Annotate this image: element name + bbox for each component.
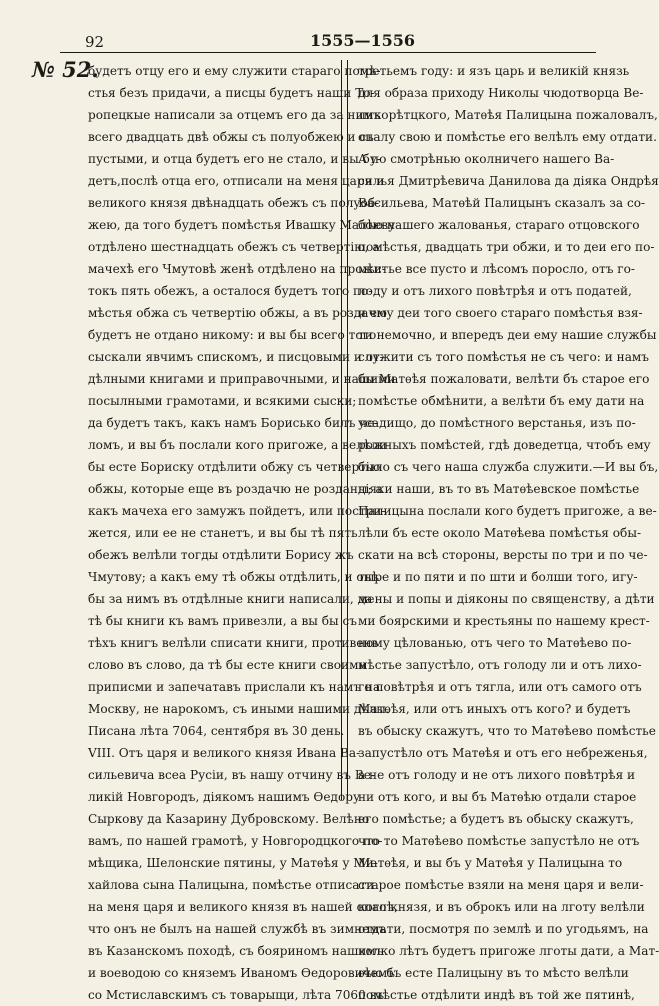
text-line: ному цѣлованью, отъ чего то Матѳѣево по- <box>358 636 632 650</box>
text-line: усадищо, до помѣстного верстанья, изъ по- <box>358 416 636 430</box>
text-line: что онъ не былъ на нашей службѣ въ зимнемъ <box>88 922 387 936</box>
text-line: великого князя двѣнадцать обежъ съ полуоб- <box>88 196 380 210</box>
text-line: помѣстье обмѣнити, а велѣти бъ ему дати на <box>358 394 645 408</box>
text-line: ломъ, и вы бъ послали кого пригоже, а велѣли <box>88 438 387 452</box>
text-line: ни отъ кого, и вы бъ Матѳѣю отдали старое <box>358 790 637 804</box>
text-line: силья Дмитрѣевича Данилова да діяка Ондрѣя <box>358 174 659 188</box>
text-line: кого князя, и въ оброкъ или на лготу велѣли <box>358 900 645 914</box>
text-line: токъ пять обежъ, а осталося будетъ того по- <box>88 284 373 298</box>
text-line: отдѣлено шестнадцать обежъ съ четвертію, а <box>88 240 380 254</box>
text-line: третьемъ году: и язъ царь и великій князь <box>358 64 630 78</box>
text-line: тѣхъ книгъ велѣли списати книги, противень <box>88 636 379 650</box>
text-line: со Мстиславскимъ съ товарыщи, лѣта 7060 въ <box>88 988 385 1002</box>
text-line: отдати, посмотря по землѣ и по угодьямъ, на <box>358 922 649 936</box>
text-line: хайлова сына Палицына, помѣстье отписати <box>88 878 375 892</box>
header-rule <box>60 52 596 53</box>
text-line: мѣстье все пусто и лѣсомъ поросло, отъ го- <box>358 262 635 276</box>
text-line: Матѳѣя, и вы бъ у Матѳѣя у Палицына то <box>358 856 623 870</box>
text-line: мѣщика, Шелонские пятины, у Матѳѣя у Ми- <box>88 856 378 870</box>
text-line: ликій Новгородъ, діякомъ нашимъ Ѳедору <box>88 790 361 804</box>
text-line: въ Казанскомъ походѣ, съ бояриномъ нашимъ <box>88 944 384 958</box>
text-line: обежъ велѣли тогды отдѣлити Борису жъ <box>88 548 354 562</box>
text-line: для образа приходу Николы чюдотворца Ве- <box>358 86 644 100</box>
text-line: лоду и отъ лихого повѣтрѣя и отъ податей, <box>358 284 632 298</box>
text-line: всего двадцать двѣ обжы съ полуобжею и съ <box>88 130 374 144</box>
text-line: Палицына послали кого будетъ пригоже, а ве- <box>358 504 657 518</box>
text-line: Сыркову да Казарину Дубровскому. Велѣно <box>88 812 370 826</box>
text-line: жется, или ее не станетъ, и вы бы тѣ пять <box>88 526 358 540</box>
text-line: го повѣтрѣя и отъ тягла, или отъ самого отъ <box>358 680 642 694</box>
page-number: 92 <box>85 33 105 51</box>
text-line: ти немочно, и впередъ деи ему нашие службы <box>358 328 657 342</box>
text-line: приписми и запечатавъ прислали къ намъ на <box>88 680 381 694</box>
text-line: ѳѣю бъ есте Палицыну въ то мѣсто велѣли <box>358 966 629 980</box>
text-line: ликорѣтцкого, Матѳѣя Палицына пожаловалъ, <box>358 108 658 122</box>
text-line: посылными грамотами, и всякими сыски; <box>88 394 357 408</box>
text-line: Москву, не нарокомъ, съ иными нашими дѣлы. <box>88 702 390 716</box>
text-line: будетъ отцу его и ему служити стараго помѣ- <box>88 64 381 78</box>
text-line: мѣстье запустѣло, отъ голоду ли и отъ лихо- <box>358 658 642 672</box>
text-line: лѣли бъ есте около Матѳѣева помѣстья обы- <box>358 526 642 540</box>
text-line: и воеводою со княземъ Иваномъ Ѳедоровичемъ <box>88 966 395 980</box>
text-line: какъ мачеха его замужъ пойдетъ, или постри- <box>88 504 386 518</box>
column-divider <box>341 60 348 800</box>
text-line: колко лѣтъ будетъ пригоже лготы дати, а Мат- <box>358 944 659 958</box>
text-line: Писана лѣта 7064, сентября въ 30 день. <box>88 724 345 738</box>
text-line: жею, да того будетъ помѣстья Ивашку Малѣеву <box>88 218 396 232</box>
text-line: Матѳѣя, или отъ иныхъ отъ кого? и будетъ <box>358 702 631 716</box>
text-line: слово въ слово, да тѣ бы есте книги своими <box>88 658 367 672</box>
text-line: Чмутову; а какъ ему тѣ обжы отдѣлить, и онѣ <box>88 570 380 584</box>
text-line: да будетъ такъ, какъ намъ Борисько билъ че- <box>88 416 379 430</box>
text-line: бы за нимъ въ отдѣлные книги написали, да <box>88 592 373 606</box>
text-line: пустыми, и отца будетъ его не стало, и вы бу- <box>88 152 382 166</box>
document-number: № 52. <box>32 57 99 82</box>
text-line: въ обыску скажутъ, что то Матѳѣево помѣстье <box>358 724 656 738</box>
text-line: сыскали явчимъ спискомъ, и писцовыми и от- <box>88 350 384 364</box>
text-line: бою нашего жалованья, стараго отцовского <box>358 218 640 232</box>
text-line: служити съ того помѣстья не съ чего: и намъ <box>358 350 649 364</box>
text-line: мѣстья обжа съ четвертію обжы, а въ роздачю <box>88 306 387 320</box>
text-line: будетъ не отдано никому: и вы бы всего того <box>88 328 377 342</box>
text-line: старое помѣстье взяли на меня царя и вели- <box>358 878 644 892</box>
text-line: вамъ, по нашей грамотѣ, у Новгородцкого по- <box>88 834 383 848</box>
right-column <box>358 60 659 1006</box>
text-line: діяки наши, въ то въ Матѳѣевское помѣстье <box>358 482 640 496</box>
text-line: сильевича всеа Русіи, въ нашу отчину въ Ве- <box>88 768 375 782</box>
year-range: 1555—1556 <box>310 31 416 50</box>
text-line: стья безъ придачи, а писцы будетъ наши То- <box>88 86 375 100</box>
text-line: помѣстье отдѣлити индѣ въ той же пятинѣ, <box>358 988 635 1002</box>
left-column <box>88 60 398 1006</box>
text-line: рожныхъ помѣстей, гдѣ доведетца, чтобъ ему <box>358 438 651 452</box>
text-line: помѣстья, двадцать три обжи, и то деи его по- <box>358 240 655 254</box>
text-line: тѣ бы книги къ вамъ привезли, а вы бы съ <box>88 614 357 628</box>
text-line: А по смотрѣнью околничего нашего Ва- <box>358 152 615 166</box>
text-line: мачехѣ его Чмутовѣ женѣ отдѣлено на прожи- <box>88 262 386 276</box>
text-line: обжы, которые еще въ роздачю не розданы; а <box>88 482 383 496</box>
text-line: его помѣстье; а будетъ въ обыску скажутъ, <box>358 812 634 826</box>
text-line: а не отъ голоду и не отъ лихого повѣтрѣя и <box>358 768 636 782</box>
text-line: ропецкые написали за отцемъ его да за нимъ <box>88 108 381 122</box>
text-line: и ему деи того своего стараго помѣстья взя- <box>358 306 643 320</box>
text-line: тыре и по пяти и по шти и болши того, игу- <box>358 570 638 584</box>
text-line: скати на всѣ стороны, версты по три и по че- <box>358 548 648 562</box>
text-line: бы есте Бориску отдѣлити обжу съ четвертію <box>88 460 381 474</box>
text-line: мены и попы и діяконы по священству, а дѣти <box>358 592 655 606</box>
text-line: детъ,послѣ отца его, отписали на меня царя и <box>88 174 385 188</box>
text-line: что то Матѳѣево помѣстье запустѣло не отъ <box>358 834 640 848</box>
text-line: VIII. Отъ царя и великого князя Ивана Ва- <box>88 746 361 760</box>
text-line: запустѣло отъ Матѳѣя и отъ его небреженья, <box>358 746 648 760</box>
text-line: бы Матѳѣя пожаловати, велѣти бъ старое его <box>358 372 650 386</box>
text-line: Васильева, Матѳѣй Палицынъ сказалъ за со- <box>358 196 646 210</box>
text-line: было съ чего наша служба служити.—И вы бъ, <box>358 460 659 474</box>
text-line: на меня царя и великого князя въ нашей опалѣ, <box>88 900 398 914</box>
text-line: ми боярскими и крестьяны по нашему крест- <box>358 614 650 628</box>
text-line: опалу свою и помѣстье его велѣлъ ему отдати. <box>358 130 657 144</box>
text-line: дѣлными книгами и приправочными, и нашими <box>88 372 396 386</box>
